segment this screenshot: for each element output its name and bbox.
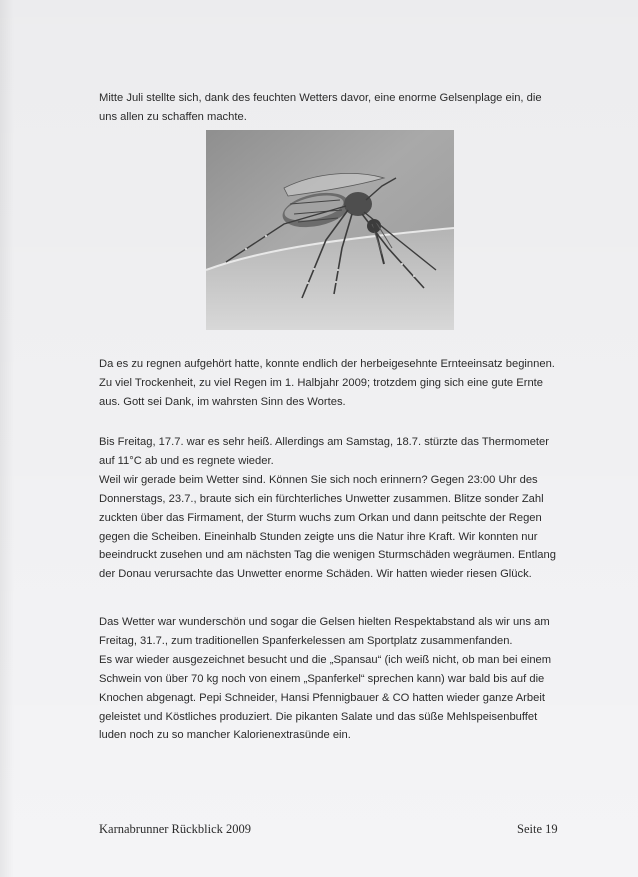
text-line: uns allen zu schaffen machte. — [99, 110, 247, 123]
text-line: Das Wetter war wunderschön und sogar die Gelsen hielten Respektabstand als wir uns am — [99, 616, 550, 628]
footer-title: Karnabrunner Rückblick 2009 — [99, 822, 252, 836]
text-line: Es war wieder ausgezeichnet besucht und die „Spansau“ (ich weiß nicht, ob man bei einem — [99, 653, 552, 666]
text-line: Bis Freitag, 17.7. war es sehr heiß. Allerdings am Samstag, 18.7. stürzte das Thermometer — [99, 436, 549, 448]
paragraph-spanferkel — [99, 613, 559, 745]
paragraph-harvest — [99, 355, 559, 412]
text-line: zuckten über das Firmament, der Sturm wuchs zum Orkan und dann peitschte der Regen — [99, 511, 542, 524]
text-line: Zu viel Trockenheit, zu viel Regen im 1. Halbjahr 2009; trotzdem ging sich eine gute Ernte — [99, 376, 544, 389]
text-line: Da es zu regnen aufgehört hatte, konnte endlich der herbeigesehnte Ernteeinsatz beginnen. — [99, 358, 555, 370]
text-line: beeindruckt zusehen und am nächsten Tag die wenigen Sturmschäden wegräumen. Entlang — [99, 549, 556, 562]
text-line: Mitte Juli stellte sich, dank des feuchten Wetters davor, eine enorme Gelsenplage ein, die — [99, 92, 542, 104]
text-line: Donnerstags, 23.7., braute sich ein fürchterliches Unwetter zusammen. Blitze sonder Zahl — [99, 492, 544, 505]
text-line: Freitag, 31.7., zum traditionellen Spanferkelessen am Sportplatz zusammenfanden. — [99, 634, 513, 647]
paragraph-mosquito-plague — [99, 89, 559, 127]
text-line: geleistet und Köstliches produziert. Die pikanten Salate und das süße Mehlspeisenbuffet — [99, 710, 538, 723]
text-line: Knochen abgenagt. Pepi Schneider, Hansi Pfennigbauer & CO hatten wieder ganze Arbeit — [99, 691, 545, 704]
text-line: aus. Gott sei Dank, im wahrsten Sinn des Wortes. — [99, 395, 346, 408]
text-line: gegen die Scheiben. Eineinhalb Stunden zeigte uns die Natur ihre Kraft. Wir konnten nur — [99, 530, 538, 543]
mosquito-photo — [206, 130, 454, 330]
text-line: der Donau verursachte das Unwetter enorme Schäden. Wir hatten wieder riesen Glück. — [99, 568, 532, 581]
text-line: auf 11°C ab und es regnete wieder. — [99, 454, 274, 467]
page-number: Seite 19 — [517, 822, 558, 836]
text-line: Schwein von über 70 kg noch von einem „Spanferkel“ sprechen kann) war bald bis auf die — [99, 672, 545, 685]
text-line: Weil wir gerade beim Wetter sind. Können Sie sich noch erinnern? Gegen 23:00 Uhr des — [99, 473, 538, 486]
text-line: luden noch zu so mancher Kalorienextrasünde ein. — [99, 729, 351, 742]
paragraph-weather-storm — [99, 433, 559, 584]
